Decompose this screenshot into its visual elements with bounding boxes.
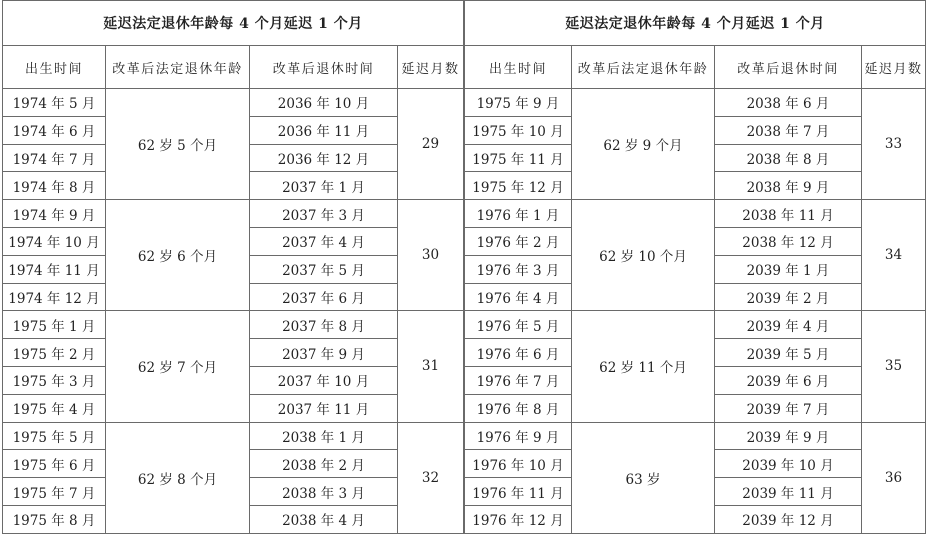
delay-months-cell: 35	[862, 311, 926, 422]
birth-date-cell: 1975 年 1 月	[3, 311, 106, 339]
retirement-age-cell: 63 岁	[572, 422, 715, 533]
column-header-retirement-time: 改革后退休时间	[715, 46, 862, 89]
retirement-time-cell: 2039 年 9 月	[715, 422, 862, 450]
table-title: 延迟法定退休年龄每 4 个月延迟 1 个月	[3, 1, 464, 46]
column-header-delay-months: 延迟月数	[398, 46, 464, 89]
birth-date-cell: 1976 年 8 月	[465, 394, 572, 422]
table-body-left	[3, 1, 464, 534]
table-row	[3, 311, 464, 339]
column-header-retirement-time: 改革后退休时间	[250, 46, 398, 89]
retirement-time-cell: 2039 年 4 月	[715, 311, 862, 339]
retirement-table-right	[464, 0, 925, 534]
birth-date-cell: 1976 年 5 月	[465, 311, 572, 339]
birth-date-cell: 1975 年 10 月	[465, 116, 572, 144]
table-row	[465, 422, 926, 450]
birth-date-cell: 1976 年 10 月	[465, 450, 572, 478]
retirement-age-cell: 62 岁 10 个月	[572, 200, 715, 311]
birth-date-cell: 1975 年 6 月	[3, 450, 106, 478]
delay-months-cell: 36	[862, 422, 926, 533]
retirement-time-cell: 2039 年 12 月	[715, 505, 862, 533]
delay-months-cell: 31	[398, 311, 464, 422]
column-header-retirement-age: 改革后法定退休年龄	[572, 46, 715, 89]
retirement-time-cell: 2038 年 1 月	[250, 422, 398, 450]
retirement-time-cell: 2038 年 9 月	[715, 172, 862, 200]
retirement-time-cell: 2037 年 8 月	[250, 311, 398, 339]
retirement-time-cell: 2038 年 3 月	[250, 478, 398, 506]
table-title: 延迟法定退休年龄每 4 个月延迟 1 个月	[465, 1, 926, 46]
birth-date-cell: 1976 年 1 月	[465, 200, 572, 228]
retirement-time-cell: 2036 年 12 月	[250, 144, 398, 172]
retirement-time-cell: 2039 年 2 月	[715, 283, 862, 311]
retirement-age-cell: 62 岁 7 个月	[106, 311, 250, 422]
birth-date-cell: 1976 年 11 月	[465, 478, 572, 506]
retirement-time-cell: 2037 年 1 月	[250, 172, 398, 200]
retirement-time-cell: 2039 年 11 月	[715, 478, 862, 506]
retirement-age-cell: 62 岁 6 个月	[106, 200, 250, 311]
delay-months-cell: 32	[398, 422, 464, 533]
birth-date-cell: 1974 年 10 月	[3, 227, 106, 255]
birth-date-cell: 1975 年 5 月	[3, 422, 106, 450]
birth-date-cell: 1976 年 3 月	[465, 255, 572, 283]
table-row	[3, 422, 464, 450]
retirement-time-cell: 2038 年 8 月	[715, 144, 862, 172]
retirement-age-cell: 62 岁 5 个月	[106, 89, 250, 200]
birth-date-cell: 1976 年 2 月	[465, 227, 572, 255]
birth-date-cell: 1975 年 8 月	[3, 505, 106, 533]
retirement-time-cell: 2038 年 4 月	[250, 505, 398, 533]
column-header-birth: 出生时间	[3, 46, 106, 89]
table-right	[464, 0, 926, 534]
retirement-time-cell: 2037 年 9 月	[250, 339, 398, 367]
birth-date-cell: 1976 年 4 月	[465, 283, 572, 311]
retirement-age-cell: 62 岁 11 个月	[572, 311, 715, 422]
birth-date-cell: 1976 年 9 月	[465, 422, 572, 450]
birth-date-cell: 1974 年 7 月	[3, 144, 106, 172]
birth-date-cell: 1974 年 12 月	[3, 283, 106, 311]
birth-date-cell: 1974 年 5 月	[3, 89, 106, 117]
delay-months-cell: 33	[862, 89, 926, 200]
retirement-age-cell: 62 岁 8 个月	[106, 422, 250, 533]
retirement-time-cell: 2038 年 12 月	[715, 227, 862, 255]
retirement-time-cell: 2037 年 3 月	[250, 200, 398, 228]
retirement-time-cell: 2038 年 6 月	[715, 89, 862, 117]
birth-date-cell: 1975 年 9 月	[465, 89, 572, 117]
retirement-time-cell: 2037 年 4 月	[250, 227, 398, 255]
birth-date-cell: 1975 年 12 月	[465, 172, 572, 200]
retirement-time-cell: 2038 年 7 月	[715, 116, 862, 144]
retirement-time-cell: 2037 年 6 月	[250, 283, 398, 311]
retirement-time-cell: 2037 年 10 月	[250, 366, 398, 394]
table-left	[2, 0, 464, 534]
retirement-time-cell: 2039 年 6 月	[715, 366, 862, 394]
birth-date-cell: 1975 年 4 月	[3, 394, 106, 422]
birth-date-cell: 1975 年 3 月	[3, 366, 106, 394]
column-header-retirement-age: 改革后法定退休年龄	[106, 46, 250, 89]
retirement-time-cell: 2039 年 7 月	[715, 394, 862, 422]
retirement-time-cell: 2036 年 10 月	[250, 89, 398, 117]
birth-date-cell: 1974 年 8 月	[3, 172, 106, 200]
retirement-time-cell: 2038 年 11 月	[715, 200, 862, 228]
birth-date-cell: 1974 年 9 月	[3, 200, 106, 228]
birth-date-cell: 1974 年 11 月	[3, 255, 106, 283]
table-row	[3, 89, 464, 117]
retirement-time-cell: 2038 年 2 月	[250, 450, 398, 478]
retirement-time-cell: 2036 年 11 月	[250, 116, 398, 144]
table-row	[465, 89, 926, 117]
retirement-time-cell: 2039 年 10 月	[715, 450, 862, 478]
birth-date-cell: 1974 年 6 月	[3, 116, 106, 144]
column-header-delay-months: 延迟月数	[862, 46, 926, 89]
delay-months-cell: 29	[398, 89, 464, 200]
birth-date-cell: 1975 年 11 月	[465, 144, 572, 172]
delay-months-cell: 34	[862, 200, 926, 311]
birth-date-cell: 1975 年 7 月	[3, 478, 106, 506]
birth-date-cell: 1975 年 2 月	[3, 339, 106, 367]
table-row	[3, 200, 464, 228]
column-header-birth: 出生时间	[465, 46, 572, 89]
retirement-age-cell: 62 岁 9 个月	[572, 89, 715, 200]
retirement-time-cell: 2039 年 1 月	[715, 255, 862, 283]
birth-date-cell: 1976 年 6 月	[465, 339, 572, 367]
delay-months-cell: 30	[398, 200, 464, 311]
retirement-time-cell: 2037 年 5 月	[250, 255, 398, 283]
birth-date-cell: 1976 年 7 月	[465, 366, 572, 394]
table-row	[465, 200, 926, 228]
retirement-time-cell: 2037 年 11 月	[250, 394, 398, 422]
retirement-time-cell: 2039 年 5 月	[715, 339, 862, 367]
table-row	[465, 311, 926, 339]
table-body-right	[465, 1, 926, 534]
retirement-table-left	[2, 0, 463, 534]
birth-date-cell: 1976 年 12 月	[465, 505, 572, 533]
